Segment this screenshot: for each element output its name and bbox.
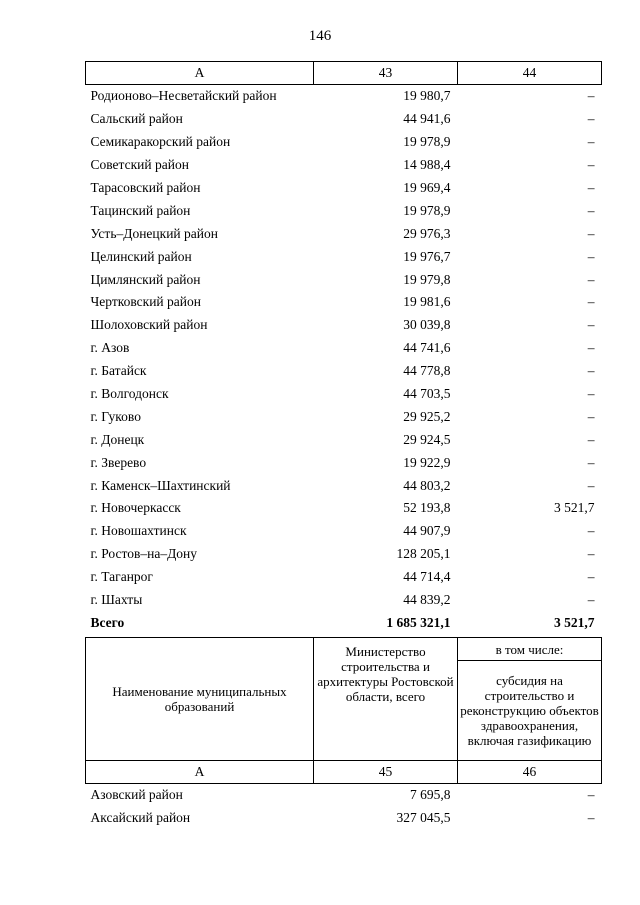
value-c43: 19 969,4 [403,180,451,195]
value-c43: 29 924,5 [403,431,451,447]
municipality-name: Цимлянский район [90,271,201,287]
table-row [86,268,602,291]
value-c44: – [587,248,595,264]
municipality-name: Шолоховский район [90,317,208,333]
municipality-name: Аксайский район [90,810,191,826]
col-header-a-2: А [86,761,314,784]
table-row [86,520,602,543]
table-row [86,360,602,383]
value-c44: – [587,523,595,539]
header-subsidy-healthcare: субсидия на строительство и реконструкцию объектов здравоохранения, включая газификацию [458,661,602,761]
total-label: Всего [90,614,125,630]
municipality-name: г. Новошахтинск [90,523,187,539]
table-row [86,154,602,177]
value-c44: – [587,363,595,379]
table-row [86,383,602,406]
municipality-name: Тацинский район [90,202,191,218]
value-c43: 19 978,9 [403,202,451,218]
municipality-name: Сальский район [90,111,183,127]
value-c44: – [587,294,595,310]
col-header-44: 44 [458,62,602,85]
value-c44: – [587,592,595,608]
value-c44: – [587,569,595,585]
table-section-1 [85,61,602,634]
value-c43: 44 741,6 [403,340,451,356]
municipality-name: Чертковский район [90,294,201,310]
table-row [86,85,602,108]
municipality-name: г. Ростов–на–Дону [90,546,198,562]
municipality-name: г. Каменск–Шахтинский [90,477,231,493]
value-c44: – [587,88,595,104]
value-c44: 3 521,7 [554,500,595,516]
value-c43: 19 981,6 [403,294,451,310]
value-c43: 19 980,7 [403,88,451,104]
total-row [86,611,602,634]
col-header-43: 43 [314,62,458,85]
municipality-name: г. Батайск [90,363,147,379]
value-c43: 44 839,2 [403,592,451,608]
table-row [86,428,602,451]
value-c45: 7 695,8 [410,787,451,803]
table-row [86,199,602,222]
value-c43: 44 778,8 [403,363,451,379]
col-header-a: А [86,62,314,85]
column-index-row [86,62,602,85]
value-c43: 30 039,8 [403,317,451,333]
value-c44: – [587,546,595,562]
value-c44: – [587,180,595,195]
value-c43: 29 925,2 [403,408,451,424]
table-row [86,784,602,807]
value-c44: – [587,225,595,241]
value-c44: – [587,454,595,470]
municipality-name: Азовский район [90,787,183,803]
header-ministry-total: Министерство строительства и архитектуры Ростовской области, всего [314,638,458,761]
value-c43: 44 703,5 [403,386,451,402]
table-row [86,589,602,612]
value-c43: 29 976,3 [403,225,451,241]
table-row [86,497,602,520]
value-c43: 19 979,8 [403,271,451,287]
municipality-name: г. Новочеркасск [90,500,181,516]
total-col-43: 1 685 321,1 [386,614,451,630]
table-section-2 [85,637,602,830]
value-c44: – [587,271,595,287]
table-row [86,314,602,337]
table-row [86,337,602,360]
municipality-name: г. Гуково [90,408,141,424]
value-c44: – [587,111,595,127]
municipality-name: Тарасовский район [90,180,201,195]
value-c44: – [587,157,595,173]
municipality-name: г. Шахты [90,592,143,608]
table-row [86,543,602,566]
municipality-name: Советский район [90,157,189,173]
municipality-name: г. Азов [90,340,130,356]
municipality-name: Семикаракорский район [90,134,231,150]
value-c44: – [587,317,595,333]
value-c45: 327 045,5 [396,810,451,826]
value-c43: 14 988,4 [403,157,451,173]
municipality-name: г. Зверево [90,454,147,470]
header-including: в том числе: [458,638,602,661]
page-number: 146 [308,28,332,44]
value-c43: 44 941,6 [403,111,451,127]
municipality-name: г. Волгодонск [90,386,169,402]
table-row [86,474,602,497]
col-header-45: 45 [314,761,458,784]
value-c43: 52 193,8 [403,500,451,516]
column-index-row-2 [86,761,602,784]
value-c44: – [587,431,595,447]
table-row [86,291,602,314]
value-c43: 44 907,9 [403,523,451,539]
table-row [86,131,602,154]
municipality-name: г. Донецк [90,431,145,447]
value-c43: 19 976,7 [403,248,451,264]
value-c44: – [587,340,595,356]
value-c44: – [587,408,595,424]
value-c44: – [587,386,595,402]
header-municipality: Наименование муниципальных образований [86,638,314,761]
value-c46: – [587,787,595,803]
table-row [86,222,602,245]
municipality-name: г. Таганрог [90,569,153,585]
table-row [86,807,602,830]
col-header-46: 46 [458,761,602,784]
table-row [86,405,602,428]
value-c43: 44 714,4 [403,569,451,585]
table-row [86,451,602,474]
value-c43: 19 978,9 [403,134,451,150]
table-row [86,108,602,131]
table-row [86,566,602,589]
value-c44: – [587,477,595,493]
value-c43: 44 803,2 [403,477,451,493]
table-row [86,245,602,268]
total-col-44: 3 521,7 [554,614,595,630]
table-row [86,177,602,200]
municipality-name: Родионово–Несветайский район [90,88,277,104]
value-c44: – [587,134,595,150]
value-c44: – [587,202,595,218]
municipality-name: Целинский район [90,248,192,264]
municipality-name: Усть–Донецкий район [90,225,218,241]
value-c46: – [587,810,595,826]
value-c43: 128 205,1 [396,546,451,562]
value-c43: 19 922,9 [403,454,451,470]
